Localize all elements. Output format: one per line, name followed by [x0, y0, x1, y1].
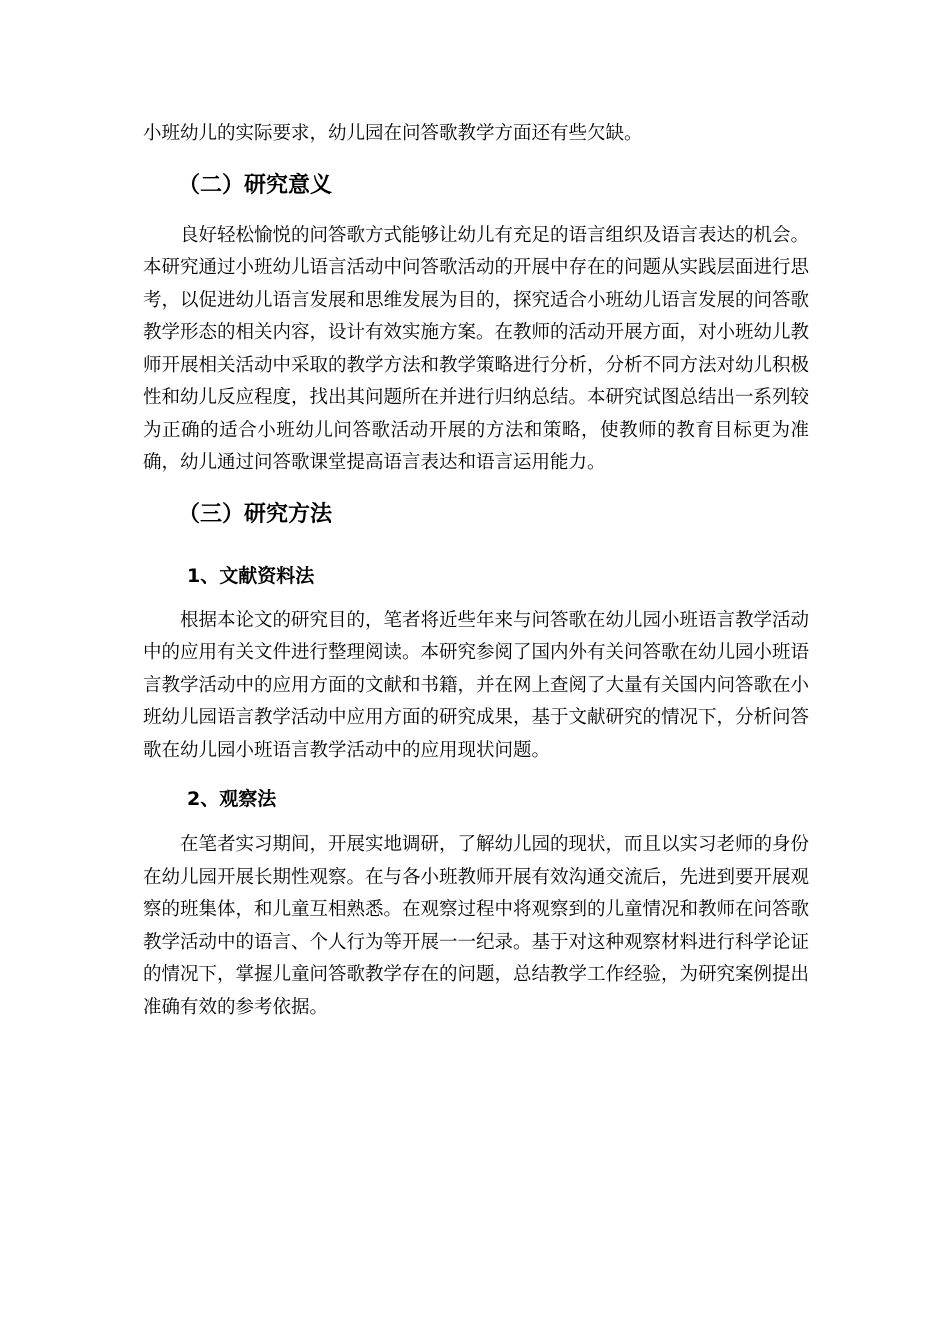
section-heading-research-methods: （三）研究方法 [178, 501, 333, 527]
section-heading-research-significance: （二）研究意义 [178, 172, 333, 198]
document-page [143, 118, 809, 1024]
intro-paragraph-tail: 小班幼儿的实际要求，幼儿园在问答歌教学方面还有些欠缺。 [143, 123, 643, 144]
subheading-observation-method: 2、观察法 [187, 788, 277, 810]
subheading-literature-method: 1、文献资料法 [187, 564, 315, 587]
research-significance-paragraph: 良好轻松愉悦的问答歌方式能够让幼儿有充足的语言组织及语言表达的机会。本研究通过小班幼儿语言活动中问答歌活动的开展中存在的问题从实践层面进行思考，以促进幼儿语言发展和思维发展为目的，探究适合小班幼儿语言发展的问答歌教学形态的相关内容，设计有效实施方案。在教师的活动开展方面，对小班幼儿教师开展相关活动中采取的教学方法和教学策略进行分析，分析不同方法对幼儿积极性和幼儿反应程度，找出其问题所在并进行归纳总结。本研究试图总结出一系列较为正确的适合小班幼儿问答歌活动开展的方法和策略，使教师的教育目标更为准确，幼儿通过问答歌课堂提高语言表达和语言运用能力。 [143, 224, 810, 473]
observation-method-paragraph: 在笔者实习期间，开展实地调研，了解幼儿园的现状，而且以实习老师的身份在幼儿园开展长期性观察。在与各小班教师开展有效沟通交流后，先进到要开展观察的班集体，和儿童互相熟悉。在观察过程中将观察到的儿童情况和教师在问答歌教学活动中的语言、个人行为等开展一一纪录。基于对这种观察材料进行科学论证的情况下，掌握儿童问答歌教学存在的问题，总结教学工作经验，为研究案例提出准确有效的参考依据。 [143, 834, 810, 1018]
literature-method-paragraph: 根据本论文的研究目的，笔者将近些年来与问答歌在幼儿园小班语言教学活动中的应用有关文件进行整理阅读。本研究参阅了国内外有关问答歌在幼儿园小班语言教学活动中的应用方面的文献和书籍，并在网上查阅了大量有关国内问答歌在小班幼儿园语言教学活动中应用方面的研究成果，基于文献研究的情况下，分析问答歌在幼儿园小班语言教学活动中的应用现状问题。 [143, 609, 810, 761]
